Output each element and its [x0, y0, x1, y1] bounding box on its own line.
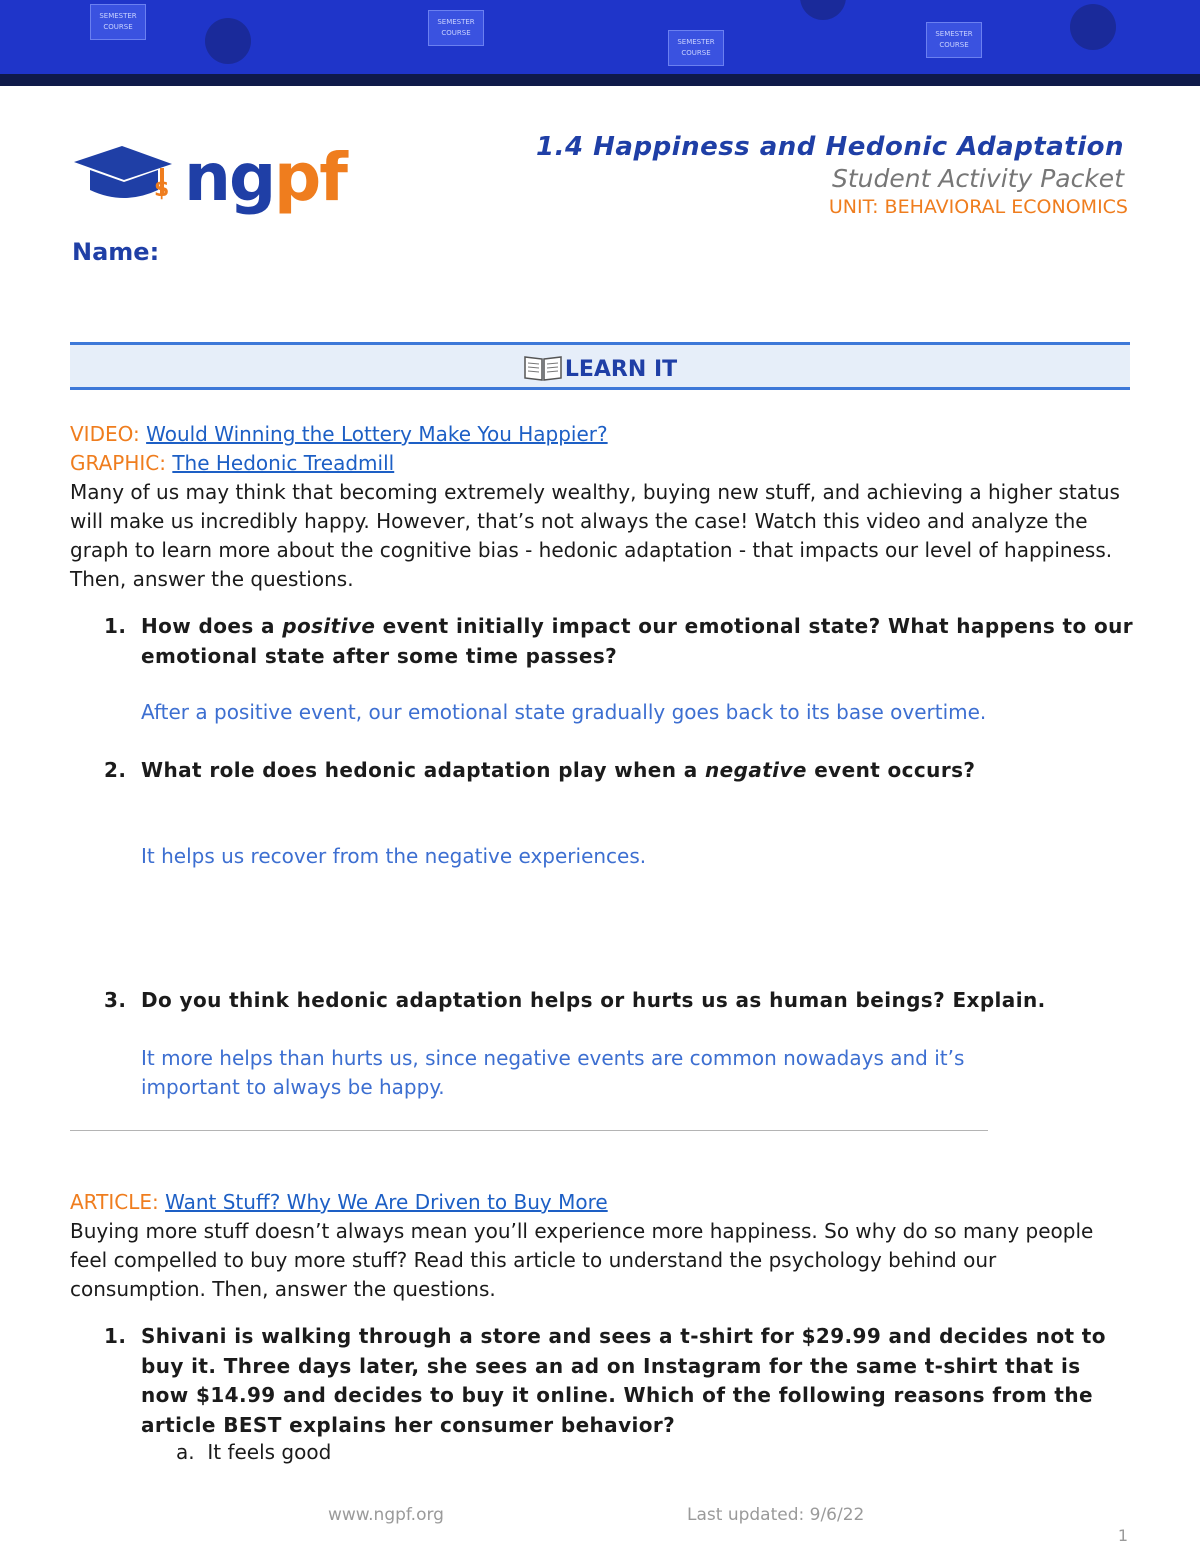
question-emphasis: negative [705, 758, 807, 782]
video-label: VIDEO: [70, 422, 140, 446]
book-icon [523, 353, 563, 381]
article-link[interactable]: Want Stuff? Why We Are Driven to Buy More [165, 1190, 608, 1214]
section-label: LEARN IT [564, 357, 678, 382]
learn-it-bar [70, 342, 1130, 390]
video-link[interactable]: Would Winning the Lottery Make You Happier? [146, 422, 608, 446]
people-icon [800, 0, 846, 20]
graduation-cap-icon [74, 146, 172, 202]
graphic-link[interactable]: The Hedonic Treadmill [172, 451, 395, 475]
unit-label: UNIT: BEHAVIORAL ECONOMICS [828, 196, 1128, 218]
question-3 [104, 986, 1134, 1016]
banner-card: SEMESTER COURSE [90, 4, 146, 40]
svg-text:pf: pf [274, 139, 346, 216]
name-label: Name: [72, 238, 160, 266]
banner-card: SEMESTER COURSE [428, 10, 484, 46]
question-number: 2. [104, 758, 127, 782]
header-banner [0, 0, 1200, 86]
article-block [70, 1188, 1130, 1304]
answer-option-a[interactable] [176, 1438, 331, 1467]
question-text: How does a [141, 614, 283, 638]
article-intro: Buying more stuff doesn’t always mean you’ll experience more happiness. So why do so many people feel compelled to buy more stuff? Read this article to understand the psychology behind our consumption. Then, answer the questions. [70, 1219, 1094, 1301]
banner-stripe [0, 74, 1200, 86]
page-subtitle: Student Activity Packet [831, 164, 1124, 193]
option-letter: a. [176, 1440, 195, 1464]
section-divider [70, 1130, 988, 1131]
answer-1[interactable]: After a positive event, our emotional state gradually goes back to its base overtime. [141, 700, 987, 724]
dollar-coin-icon [1070, 4, 1116, 50]
page-number: 1 [1117, 1526, 1128, 1545]
ngpf-logo [72, 134, 372, 224]
question-text: Do you think hedonic adaptation helps or hurts us as human beings? Explain. [141, 988, 1046, 1012]
article-label: ARTICLE: [70, 1190, 159, 1214]
question-emphasis: positive [282, 614, 376, 638]
question-text: Shivani is walking through a store and sees a t-shirt for $29.99 and decides not to buy it. Three days later, she sees an ad on Instagram for the same t-shirt that is now $14.99 and decides to buy it online. Which of the following reasons from the article BEST explains her consumer behavior? [141, 1324, 1106, 1437]
question-number: 3. [104, 988, 127, 1012]
answer-3[interactable]: It more helps than hurts us, since negative events are common nowadays and it’s important to always be happy. [141, 1046, 965, 1099]
banner-card: SEMESTER COURSE [668, 30, 724, 66]
banner-card: SEMESTER COURSE [926, 22, 982, 58]
answer-2[interactable]: It helps us recover from the negative experiences. [141, 844, 647, 868]
footer-url[interactable]: www.ngpf.org [328, 1505, 444, 1525]
question-text: What role does hedonic adaptation play when a [141, 758, 705, 782]
question-2 [104, 756, 1134, 786]
question-1 [104, 612, 1134, 671]
svg-text:ng: ng [184, 139, 275, 216]
option-text: It feels good [207, 1440, 332, 1464]
graphic-label: GRAPHIC: [70, 451, 166, 475]
question-number: 1. [104, 614, 127, 638]
question-number: 1. [104, 1324, 127, 1348]
question-text: event initially impact our emotional state? What happens to our emotional state after some time passes? [141, 614, 1134, 668]
page-title: 1.4 Happiness and Hedonic Adaptation [536, 132, 1124, 162]
article-question-1 [104, 1322, 1134, 1440]
gauge-icon [205, 18, 251, 64]
question-text: event occurs? [806, 758, 976, 782]
intro-paragraph: Many of us may think that becoming extremely wealthy, buying new stuff, and achieving a higher status will make us incredibly happy. However, that’s not always the case! Watch this video and analyze the graph to learn more about the cognitive bias - hedonic adaptation - that impacts our level of happiness. Then, answer the questions. [70, 480, 1120, 591]
footer-updated: Last updated: 9/6/22 [687, 1505, 865, 1525]
resources-block [70, 420, 1130, 594]
svg-text:$: $ [154, 177, 170, 202]
